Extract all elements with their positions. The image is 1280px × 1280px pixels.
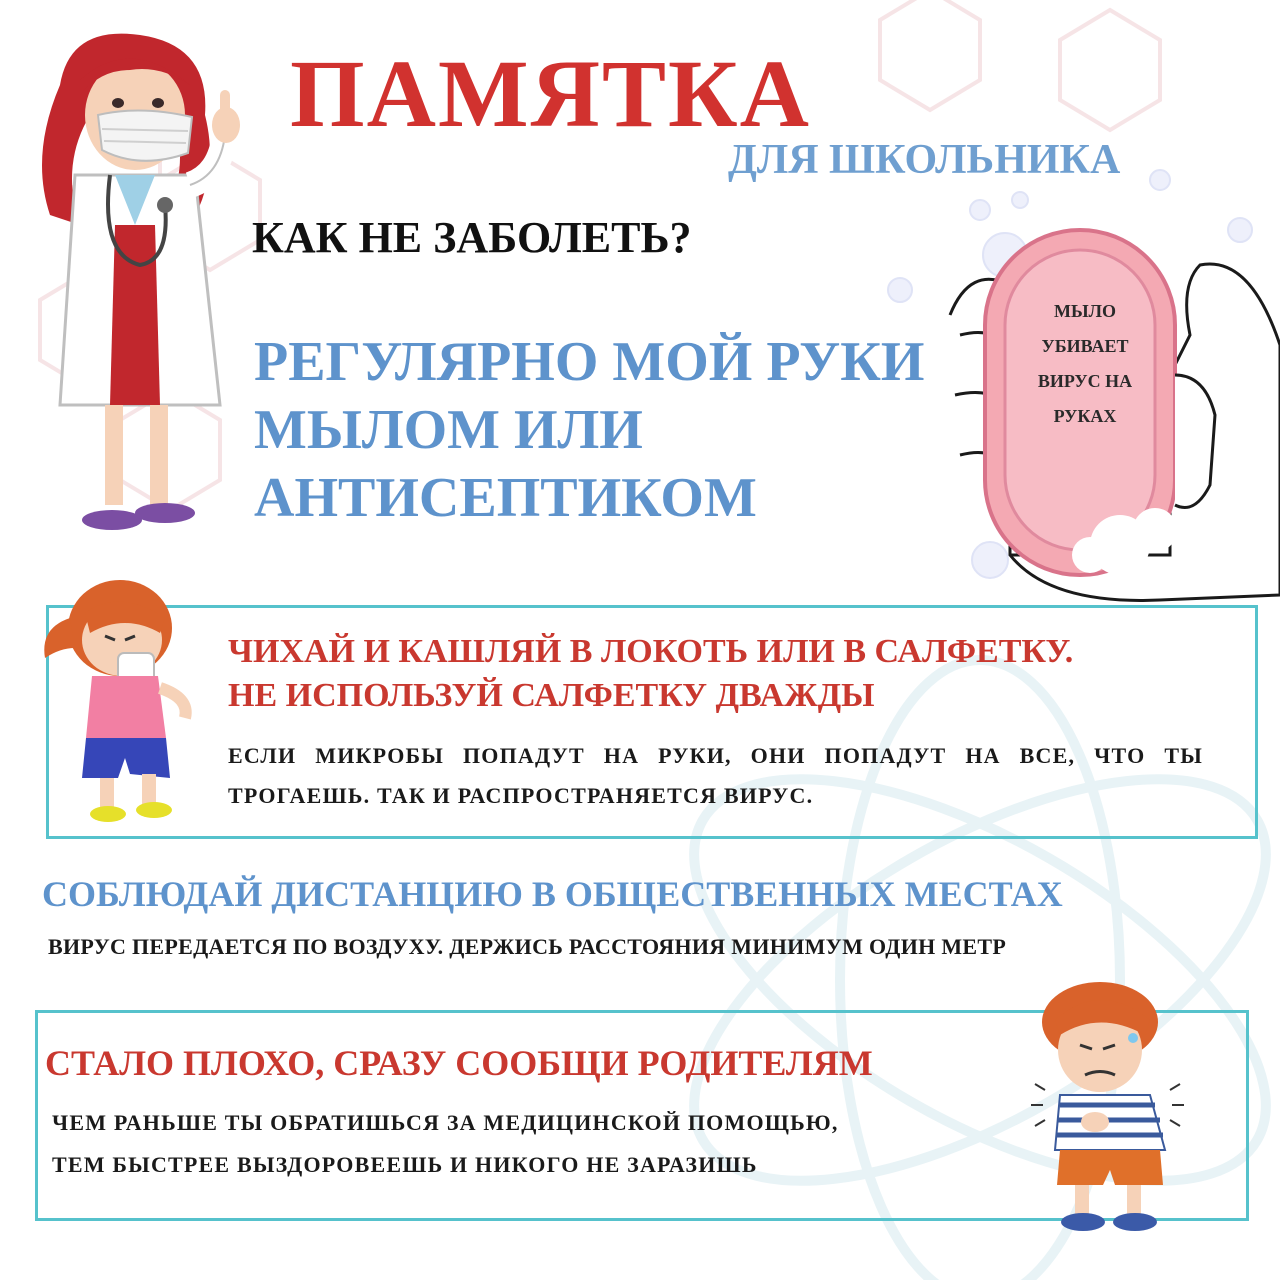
sneezing-girl-illustration <box>30 578 200 828</box>
sick-description <box>52 1102 839 1186</box>
sneeze-heading-line: НЕ ИСПОЛЬЗУЙ САЛФЕТКУ ДВАЖДЫ <box>228 677 875 714</box>
soap-label-line: МЫЛО <box>1053 301 1117 321</box>
page-title: ПАМЯТКА <box>290 40 811 147</box>
distance-heading: СОБЛЮДАЙ ДИСТАНЦИЮ В ОБЩЕСТВЕННЫХ МЕСТАХ <box>42 874 1063 914</box>
sneeze-description <box>228 736 1203 816</box>
distance-description: ВИРУС ПЕРЕДАЕТСЯ ПО ВОЗДУХУ. ДЕРЖИСЬ РАССТОЯНИЯ МИНИМУМ ОДИН МЕТР <box>48 934 1007 959</box>
hand-washing-line: РЕГУЛЯРНО МОЙ РУКИ <box>254 331 925 393</box>
sneeze-heading-line: ЧИХАЙ И КАШЛЯЙ В ЛОКОТЬ ИЛИ В САЛФЕТКУ. <box>228 633 1074 670</box>
sneeze-heading <box>228 630 1073 718</box>
sick-description-line: ТЕМ БЫСТРЕЕ ВЫЗДОРОВЕЕШЬ И НИКОГО НЕ ЗАРАЗИШЬ <box>52 1152 758 1177</box>
hand-washing-tip <box>254 328 934 532</box>
soap-label-line: УБИВАЕТ <box>1041 336 1129 356</box>
question-heading: КАК НЕ ЗАБОЛЕТЬ? <box>252 213 692 262</box>
soap-label <box>1020 294 1150 434</box>
hand-washing-line: АНТИСЕПТИКОМ <box>254 467 757 529</box>
sick-boy-illustration <box>1015 980 1195 1240</box>
sneeze-description-line: ТРОГАЕШЬ. ТАК И РАСПРОСТРАНЯЕТСЯ ВИРУС. <box>228 783 814 808</box>
soap-label-line: РУКАХ <box>1053 406 1117 426</box>
page-subtitle: ДЛЯ ШКОЛЬНИКА <box>728 137 1121 183</box>
doctor-illustration <box>20 25 250 545</box>
soap-label-line: ВИРУС НА <box>1037 371 1133 391</box>
sneeze-description-line: ЕСЛИ МИКРОБЫ ПОПАДУТ НА РУКИ, ОНИ ПОПАДУТ НА ВСЕ, ЧТО ТЫ <box>228 743 1203 768</box>
sick-description-line: ЧЕМ РАНЬШЕ ТЫ ОБРАТИШЬСЯ ЗА МЕДИЦИНСКОЙ ПОМОЩЬЮ, <box>52 1110 839 1135</box>
sick-heading: СТАЛО ПЛОХО, СРАЗУ СООБЩИ РОДИТЕЛЯМ <box>45 1043 873 1083</box>
hand-washing-line: МЫЛОМ ИЛИ <box>254 399 643 461</box>
